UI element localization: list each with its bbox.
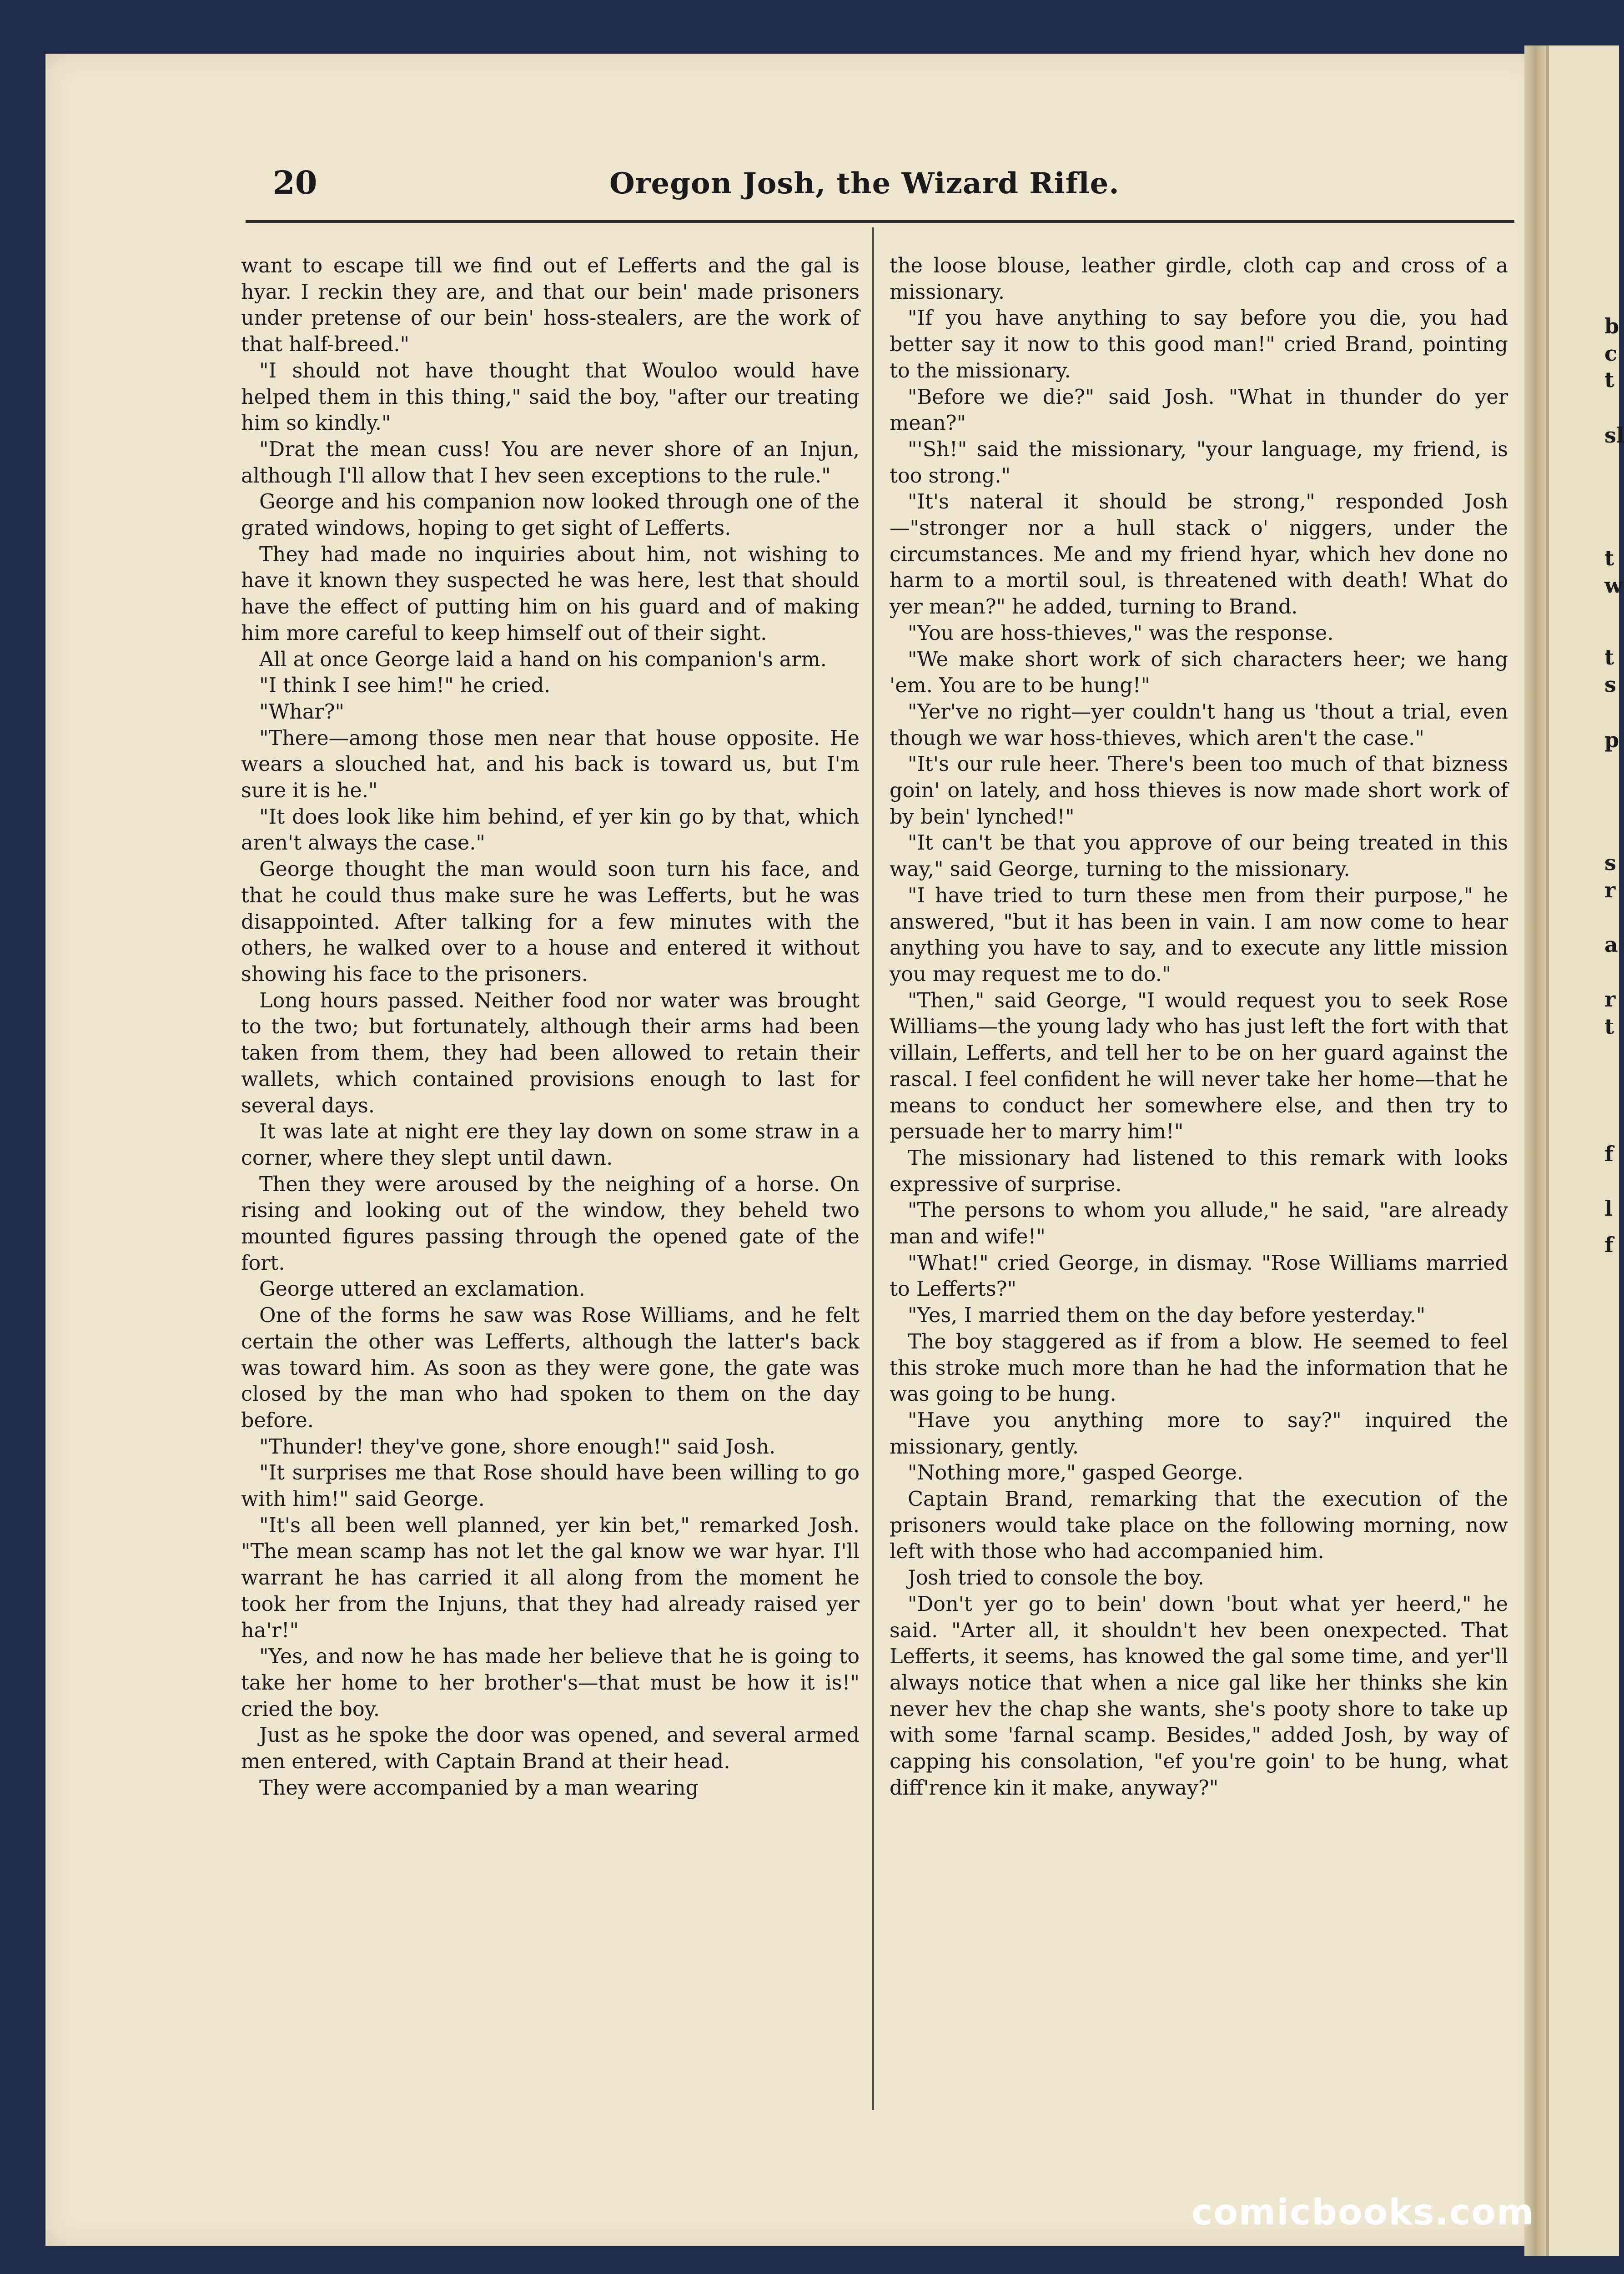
edge-fragment: r	[1604, 987, 1616, 1011]
edge-fragment: s	[1604, 672, 1616, 697]
paragraph: "Have you anything more to say?" inquired the missionary, gently.	[890, 1409, 1508, 1459]
edge-fragment: f	[1604, 1142, 1614, 1166]
paragraph: "Yes, and now he has made her believe that he is going to take her home to her brother's—that must be how it is!" cried the boy.	[241, 1645, 860, 1721]
paragraph: want to escape till we find out ef Lefferts and the gal is hyar. I reckin they are, and that our bein' made prisoners under pretense of our bein' hoss-stealers, are the work of that half-breed."	[241, 254, 860, 357]
edge-fragment: r	[1604, 878, 1616, 902]
column-divider	[872, 227, 874, 2110]
paragraph: The boy staggered as if from a blow. He seemed to feel this stroke much more than he had the information that he was going to be hung.	[890, 1330, 1508, 1406]
paragraph: One of the forms he saw was Rose Williams, and he felt certain the other was Lefferts, although the latter's back was toward him. As soon as they were gone, the gate was closed by the man who had spoken to them on the day before.	[241, 1304, 860, 1432]
edge-fragment: w	[1604, 573, 1623, 598]
paragraph: "Thunder! they've gone, shore enough!" said Josh.	[259, 1435, 776, 1459]
edge-fragment: s	[1604, 850, 1616, 875]
paragraph: "Then," said George, "I would request you to seek Rose Williams—the young lady who has just left the fort with that villain, Lefferts, and tell her to be on her guard against the rascal. I feel confident he will never take her home—that he means to conduct her somewhere else, and then try to persuade her to marry him!"	[890, 989, 1508, 1144]
right-column	[890, 253, 1508, 1801]
running-title: Oregon Josh, the Wizard Rifle.	[609, 166, 1120, 201]
paragraph: Then they were aroused by the neighing of a horse. On rising and looking out of the window, they beheld two mounted figures passing through the opened gate of the fort.	[241, 1172, 860, 1275]
paragraph: "Drat the mean cuss! You are never shore of an Injun, although I'll allow that I hev seen exceptions to the rule."	[241, 438, 860, 488]
paragraph: "Whar?"	[259, 700, 344, 724]
paragraph: George thought the man would soon turn his face, and that he could thus make sure he was Lefferts, but he was disappointed. After talking for a few minutes with the others, he walked over to a house and entered it without showing his face to the prisoners.	[241, 858, 860, 986]
paragraph: "Yer've no right—yer couldn't hang us 'thout a trial, even though we war hoss-thieves, which aren't the case."	[890, 700, 1508, 750]
paragraph: "I should not have thought that Wouloo would have helped them in this thing," said the boy, "after our treating him so kindly."	[241, 359, 860, 435]
watermark: comicbooks.com	[1192, 2192, 1535, 2233]
paragraph: "If you have anything to say before you die, you had better say it now to this good man!" cried Brand, pointing to the missionary.	[890, 307, 1508, 382]
paragraph: "'Sh!" said the missionary, "your language, my friend, is too strong."	[890, 438, 1508, 488]
paragraph: Josh tried to console the boy.	[908, 1566, 1204, 1590]
paragraph: "It does look like him behind, ef yer kin go by that, which aren't always the case."	[241, 805, 860, 855]
edge-fragment: t	[1604, 1014, 1614, 1039]
edge-fragment: sl	[1604, 423, 1624, 448]
paragraph: Captain Brand, remarking that the execution of the prisoners would take place on the following morning, now left with those who had accompanied him.	[890, 1488, 1508, 1564]
page-gutter	[1524, 45, 1546, 2256]
paragraph: "Yes, I married them on the day before yesterday."	[908, 1304, 1426, 1328]
paragraph: It was late at night ere they lay down on some straw in a corner, where they slept until dawn.	[241, 1120, 860, 1170]
paragraph: "It surprises me that Rose should have been willing to go with him!" said George.	[241, 1461, 860, 1511]
edge-fragment: b	[1604, 314, 1619, 338]
edge-fragment: c	[1604, 341, 1618, 366]
adjacent-page-edge	[1546, 45, 1624, 2256]
header-rule	[246, 220, 1514, 223]
paragraph: "It's our rule heer. There's been too much of that bizness goin' on lately, and hoss thieves is now made short work of by bein' lynched!"	[890, 753, 1508, 829]
paragraph: "I think I see him!" he cried.	[259, 674, 551, 698]
paragraph: "Nothing more," gasped George.	[908, 1461, 1243, 1485]
paragraph: Long hours passed. Neither food nor water was brought to the two; but fortunately, although their arms had been taken from them, they had been allowed to retain their wallets, which contained provisions enough to last for several days.	[241, 989, 860, 1117]
edge-fragment: f	[1604, 1233, 1614, 1257]
paragraph: "It's all been well planned, yer kin bet," remarked Josh. "The mean scamp has not let the gal know we war hyar. I'll warrant he has carried it all along from the moment he took her from the Injuns, that they had already raised yer ha'r!"	[241, 1514, 860, 1642]
paragraph: "There—among those men near that house opposite. He wears a slouched hat, and his back is toward us, but I'm sure it is he."	[241, 726, 860, 803]
page-number: 20	[273, 164, 317, 201]
paragraph: George uttered an exclamation.	[259, 1278, 585, 1301]
paragraph: "You are hoss-thieves," was the response.	[908, 621, 1334, 645]
paragraph: "I have tried to turn these men from their purpose," he answered, "but it has been in vain. I am now come to hear anything you have to say, and to execute any little mission you may request me to do."	[890, 884, 1508, 986]
paragraph: "Before we die?" said Josh. "What in thunder do yer mean?"	[890, 385, 1508, 435]
paragraph: All at once George laid a hand on his companion's arm.	[259, 648, 827, 671]
paragraph: The missionary had listened to this remark with looks expressive of surprise.	[890, 1146, 1508, 1196]
paragraph: "Don't yer go to bein' down 'bout what yer heerd," he said. "Arter all, it shouldn't hev been onexpected. That Lefferts, it seems, has knowed the gal some time, and yer'll always notice that when a nice gal like her thinks she kin never hev the chap she wants, she's pooty shore to take up with some 'farnal scamp. Besides," added Josh, by way of capping his consolation, "ef you're goin' to be hung, what diff'rence kin it make, anyway?"	[890, 1592, 1508, 1800]
paragraph: "What!" cried George, in dismay. "Rose Williams married to Lefferts?"	[890, 1251, 1508, 1301]
paragraph: "It can't be that you approve of our being treated in this way," said George, turning to the missionary.	[890, 831, 1508, 881]
edge-fragment: p	[1604, 728, 1619, 752]
edge-fragment: l	[1604, 1196, 1613, 1221]
paragraph: "We make short work of sich characters heer; we hang 'em. You are to be hung!"	[890, 648, 1508, 698]
edge-fragment: t	[1604, 367, 1614, 392]
edge-fragment: t	[1604, 645, 1614, 669]
edge-fragment: t	[1604, 546, 1614, 570]
paragraph: George and his companion now looked through one of the grated windows, hoping to get sight of Lefferts.	[241, 490, 860, 540]
paragraph: "The persons to whom you allude," he said, "are already man and wife!"	[890, 1199, 1508, 1249]
edge-fragment: a	[1604, 932, 1618, 957]
paragraph: They had made no inquiries about him, not wishing to have it known they suspected he was here, lest that should have the effect of putting him on his guard and of making him more careful to keep himself out of their sight.	[241, 543, 860, 645]
paragraph: Just as he spoke the door was opened, and several armed men entered, with Captain Brand at their head.	[241, 1724, 860, 1774]
left-column	[241, 253, 860, 1801]
paragraph: "It's nateral it should be strong," responded Josh—"stronger nor a hull stack o' niggers, under the circumstances. Me and my friend hyar, which hev done no harm to a mortil soul, is threatened with death! What do yer mean?" he added, turning to Brand.	[890, 490, 1508, 619]
paragraph: the loose blouse, leather girdle, cloth cap and cross of a missionary.	[890, 254, 1508, 304]
paragraph: They were accompanied by a man wearing	[259, 1776, 699, 1800]
